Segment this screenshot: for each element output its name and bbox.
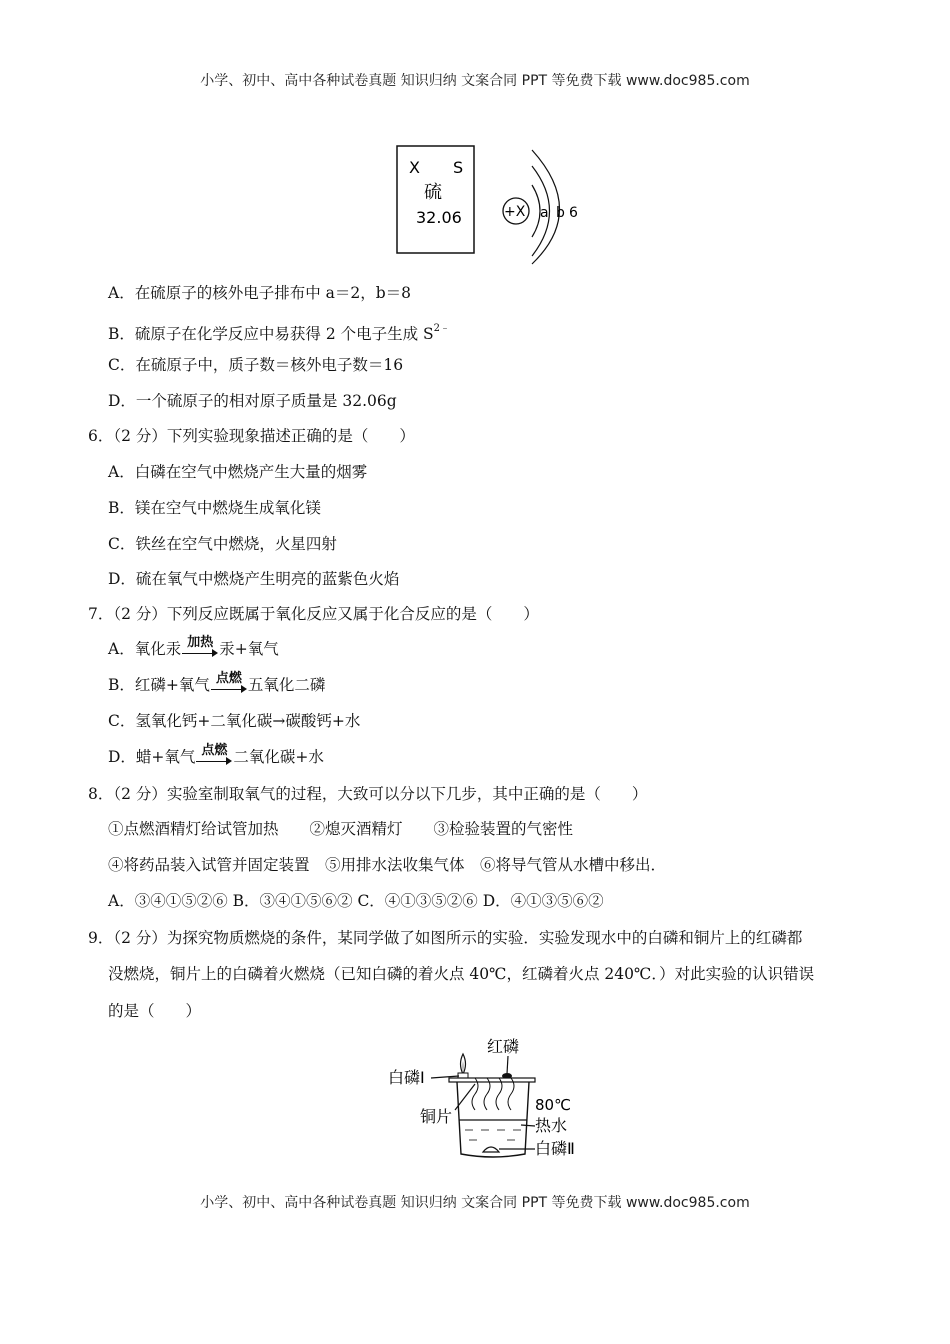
element-symbol: S (453, 158, 464, 177)
q7-b-condition: 点燃 (215, 671, 242, 686)
page-footer: 小学、初中、高中各种试卷真题 知识归纳 文案合同 PPT 等免费下载 www.doc985.com (200, 1195, 750, 1211)
label-hot-water: 热水 (535, 1116, 568, 1135)
white-phosphorus-2-lump (483, 1147, 499, 1152)
steam-wave-1 (472, 1078, 478, 1110)
steam-wave-4 (508, 1078, 514, 1110)
q5-option-c: C．在硫原子中，质子数＝核外电子数＝16 (108, 356, 404, 374)
copper-plate (449, 1078, 535, 1082)
q8-steps-line1: ①点燃酒精灯给试管加热 ②熄灭酒精灯 ③检验装置的气密性 (108, 820, 574, 838)
reaction-arrow-icon (211, 671, 247, 695)
q7-option-c: C．氢氧化钙+二氧化碳→碳酸钙+水 (108, 712, 361, 730)
label-temperature: 80℃ (535, 1096, 571, 1114)
page-header: 小学、初中、高中各种试卷真题 知识归纳 文案合同 PPT 等免费下载 www.doc985.com (200, 73, 750, 89)
reaction-arrow-icon (196, 743, 232, 767)
q5-option-b-text: B．硫原子在化学反应中易获得 2 个电子生成 S (108, 325, 434, 343)
shell-c-count: 6 (569, 205, 578, 221)
element-number: X (409, 158, 420, 177)
q5-option-d: D．一个硫原子的相对原子质量是 32.06g (108, 392, 397, 410)
steam-wave-2 (484, 1078, 490, 1110)
q7-option-b (108, 671, 326, 695)
q5-option-b-superscript: 2﹣ (433, 323, 451, 334)
sulfur-element-figure (390, 140, 590, 270)
q6-option-d: D．硫在氧气中燃烧产生明亮的蓝紫色火焰 (108, 570, 400, 588)
label-copper-plate: 铜片 (420, 1107, 453, 1126)
q7-option-a (108, 635, 279, 659)
steam-wave-3 (496, 1078, 502, 1110)
q9-stem-line3: 的是（ ） (108, 1002, 202, 1020)
element-name: 硫 (424, 182, 442, 203)
q5-option-b (108, 319, 450, 344)
q7-stem: 7．（2 分）下列反应既属于氧化反应又属于化合反应的是（ ） (88, 605, 539, 623)
element-mass: 32.06 (416, 208, 462, 227)
electron-shell-1 (532, 185, 540, 237)
shell-a-count: a (540, 205, 549, 221)
q8-options: A．③④①⑤②⑥ B．③④①⑤⑥② C．④①③⑤②⑥ D．④①③⑤⑥② (108, 892, 604, 910)
q7-a-reactant: A．氧化汞 (108, 640, 182, 658)
q7-d-product: 二氧化碳+水 (233, 748, 324, 766)
q8-stem: 8．（2 分）实验室制取氧气的过程，大致可以分以下几步，其中正确的是（ ） (88, 785, 648, 803)
q9-stem-line2: 没燃烧，铜片上的白磷着火燃烧（已知白磷的着火点 40℃，红磷着火点 240℃．）对此实验的认识错误 (108, 965, 815, 983)
q6-option-c: C．铁丝在空气中燃烧，火星四射 (108, 535, 337, 553)
label-white-phosphorus-2: 白磷Ⅱ (535, 1139, 575, 1158)
q7-d-condition: 点燃 (201, 743, 228, 758)
reaction-arrow-icon (182, 635, 218, 659)
q6-option-a: A．白磷在空气中燃烧产生大量的烟雾 (108, 463, 368, 481)
q7-b-product: 五氧化二磷 (247, 676, 326, 694)
combustion-apparatus-figure (383, 1030, 603, 1170)
q8-steps-line2: ④将药品装入试管并固定装置 ⑤用排水法收集气体 ⑥将导气管从水槽中移出． (108, 856, 667, 874)
nucleus-charge: +X (504, 204, 526, 220)
q7-a-product: 汞+氧气 (219, 640, 279, 658)
label-red-phosphorus: 红磷 (487, 1037, 520, 1056)
label-white-phosphorus-1: 白磷Ⅰ (388, 1068, 425, 1087)
q7-a-condition: 加热 (187, 635, 214, 650)
q6-stem: 6．（2 分）下列实验现象描述正确的是（ ） (88, 427, 415, 445)
q5-option-a: A．在硫原子的核外电子排布中 a＝2，b＝8 (108, 284, 412, 302)
q7-d-reactant: D．蜡+氧气 (108, 748, 196, 766)
q9-stem-line1: 9．（2 分）为探究物质燃烧的条件，某同学做了如图所示的实验．实验发现水中的白磷和铜片上的红磷都 (88, 929, 803, 947)
shell-b-count: b (556, 205, 565, 221)
q6-option-b: B．镁在空气中燃烧生成氧化镁 (108, 499, 321, 517)
q7-option-d (108, 743, 324, 767)
q7-b-reactant: B．红磷+氧气 (108, 676, 210, 694)
